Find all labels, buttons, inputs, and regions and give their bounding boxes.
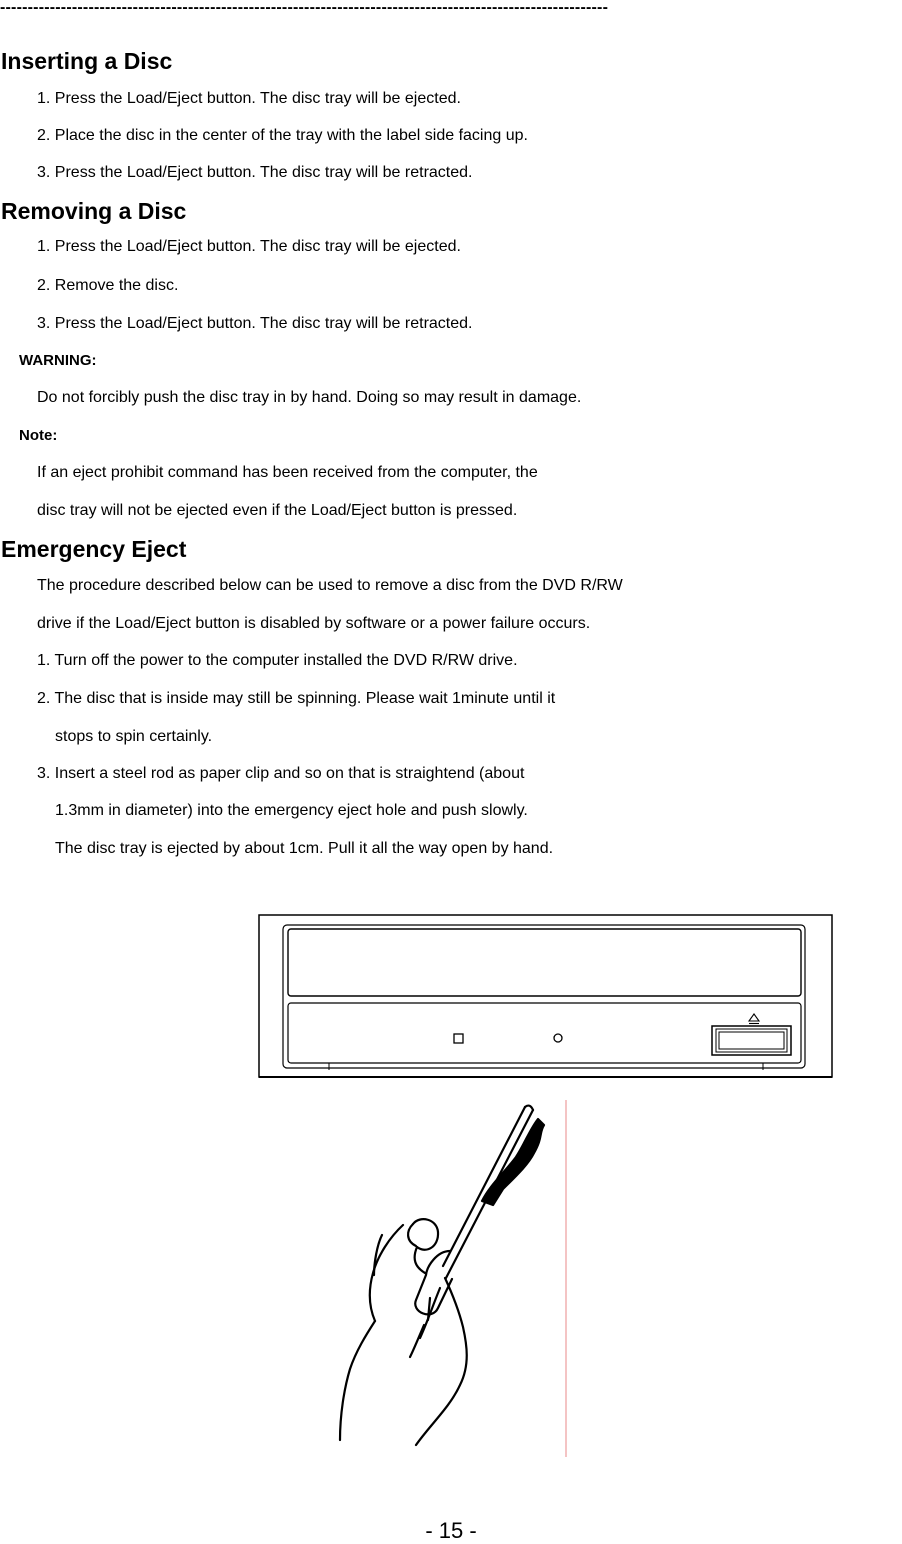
emergency-step-3-cont-1: 1.3mm in diameter) into the emergency eject hole and push slowly. xyxy=(55,802,528,819)
heading-inserting-disc: Inserting a Disc xyxy=(1,48,173,74)
emergency-step-1: 1. Turn off the power to the computer installed the DVD R/RW drive. xyxy=(37,652,518,669)
page-number: - 15 - xyxy=(425,1518,477,1543)
inserting-step-1: 1. Press the Load/Eject button. The disc tray will be ejected. xyxy=(37,90,461,107)
removing-step-1: 1. Press the Load/Eject button. The disc tray will be ejected. xyxy=(37,238,461,255)
emergency-line-1: The procedure described below can be used to remove a disc from the DVD R/RW xyxy=(37,577,623,594)
inserting-step-3: 3. Press the Load/Eject button. The disc tray will be retracted. xyxy=(37,164,473,181)
emergency-step-3-cont-2: The disc tray is ejected by about 1cm. Pull it all the way open by hand. xyxy=(55,840,554,857)
emergency-step-2: 2. The disc that is inside may still be spinning. Please wait 1minute until it xyxy=(37,690,556,707)
emergency-line-2: drive if the Load/Eject button is disabled by software or a power failure occurs. xyxy=(37,615,591,632)
hand-paperclip-illustration xyxy=(320,1095,580,1460)
separator-rule: -------------------------------------------------------------------------------------------------------------- xyxy=(0,0,609,16)
load-eject-button xyxy=(712,1026,791,1055)
heading-removing-disc: Removing a Disc xyxy=(1,198,187,224)
note-line-1: If an eject prohibit command has been received from the computer, the xyxy=(37,464,538,481)
indicator-led-icon xyxy=(554,1034,562,1042)
inserting-step-2: 2. Place the disc in the center of the tray with the label side facing up. xyxy=(37,127,528,144)
emergency-step-3: 3. Insert a steel rod as paper clip and so on that is straightend (about xyxy=(37,765,525,782)
warning-text: Do not forcibly push the disc tray in by hand. Doing so may result in damage. xyxy=(37,389,582,406)
removing-step-3: 3. Press the Load/Eject button. The disc tray will be retracted. xyxy=(37,315,473,332)
eject-symbol-icon xyxy=(749,1014,759,1024)
emergency-eject-hole-icon xyxy=(454,1034,463,1043)
note-label: Note: xyxy=(19,427,58,444)
drive-front-panel-illustration xyxy=(255,910,837,1082)
warning-label: WARNING: xyxy=(19,352,97,369)
emergency-step-2-cont: stops to spin certainly. xyxy=(55,728,213,745)
note-line-2: disc tray will not be ejected even if the Load/Eject button is pressed. xyxy=(37,502,518,519)
removing-step-2: 2. Remove the disc. xyxy=(37,277,179,294)
heading-emergency-eject: Emergency Eject xyxy=(1,536,187,562)
